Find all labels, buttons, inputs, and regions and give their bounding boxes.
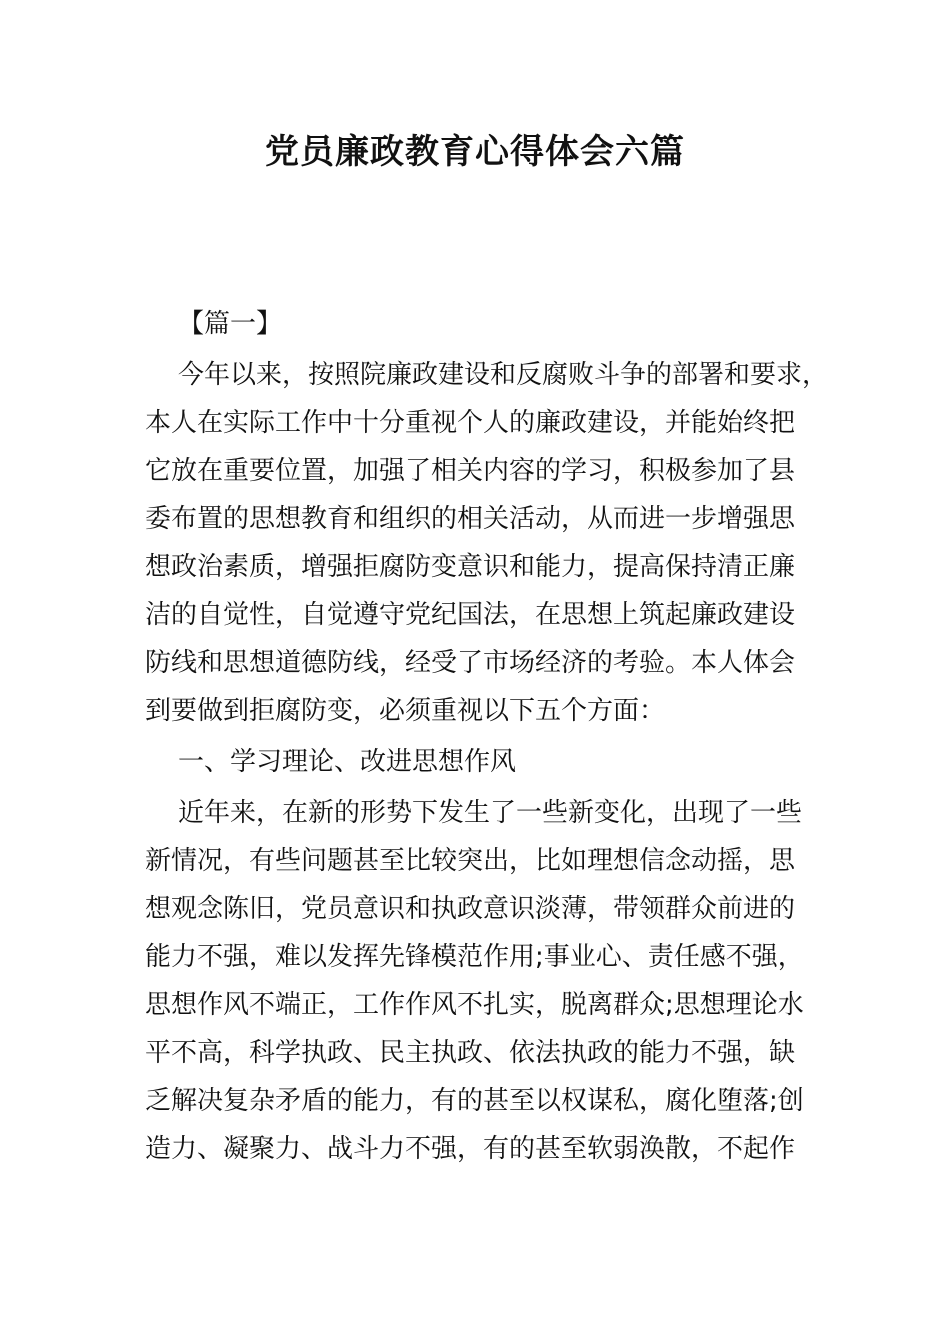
paragraph-line: 洁的自觉性，自觉遵守党纪国法，在思想上筑起廉政建设 xyxy=(145,600,796,630)
paragraph-line: 它放在重要位置，加强了相关内容的学习，积极参加了县 xyxy=(145,456,796,486)
paragraph-line: 近年来，在新的形势下发生了一些新变化，出现了一些 xyxy=(178,798,803,828)
paragraph-line: 本人在实际工作中十分重视个人的廉政建设，并能始终把 xyxy=(145,408,796,438)
paragraph-1 xyxy=(145,351,829,735)
paragraph-line: 平不高，科学执政、民主执政、依法执政的能力不强，缺 xyxy=(145,1038,796,1068)
paragraph-line: 造力、凝聚力、战斗力不强，有的甚至软弱涣散，不起作 xyxy=(145,1134,796,1164)
paragraph-line: 新情况，有些问题甚至比较突出，比如理想信念动摇，思 xyxy=(145,846,796,876)
paragraph-line: 想观念陈旧，党员意识和执政意识淡薄，带领群众前进的 xyxy=(145,894,796,924)
paragraph-line: 思想作风不端正，工作作风不扎实，脱离群众;思想理论水 xyxy=(145,990,804,1020)
paragraph-2 xyxy=(145,789,810,1173)
paragraph-line: 乏解决复杂矛盾的能力，有的甚至以权谋私，腐化堕落;创 xyxy=(145,1086,804,1116)
section-heading: 一、学习理论、改进思想作风 xyxy=(178,747,517,777)
document-body xyxy=(145,300,829,1173)
document-title: 党员廉政教育心得体会六篇 xyxy=(265,132,685,172)
paragraph-line: 防线和思想道德防线，经受了市场经济的考验。本人体会 xyxy=(145,648,796,678)
paragraph-line: 能力不强，难以发挥先锋模范作用;事业心、责任感不强， xyxy=(145,942,804,972)
paragraph-line: 今年以来，按照院廉政建设和反腐败斗争的部署和要求， xyxy=(178,360,829,390)
paragraph-line: 想政治素质，增强拒腐防变意识和能力，提高保持清正廉 xyxy=(145,552,796,582)
paragraph-line: 委布置的思想教育和组织的相关活动，从而进一步增强思 xyxy=(145,504,796,534)
paragraph-line: 到要做到拒腐防变，必须重视以下五个方面： xyxy=(145,696,666,726)
section-label: 【篇一】 xyxy=(178,309,283,339)
